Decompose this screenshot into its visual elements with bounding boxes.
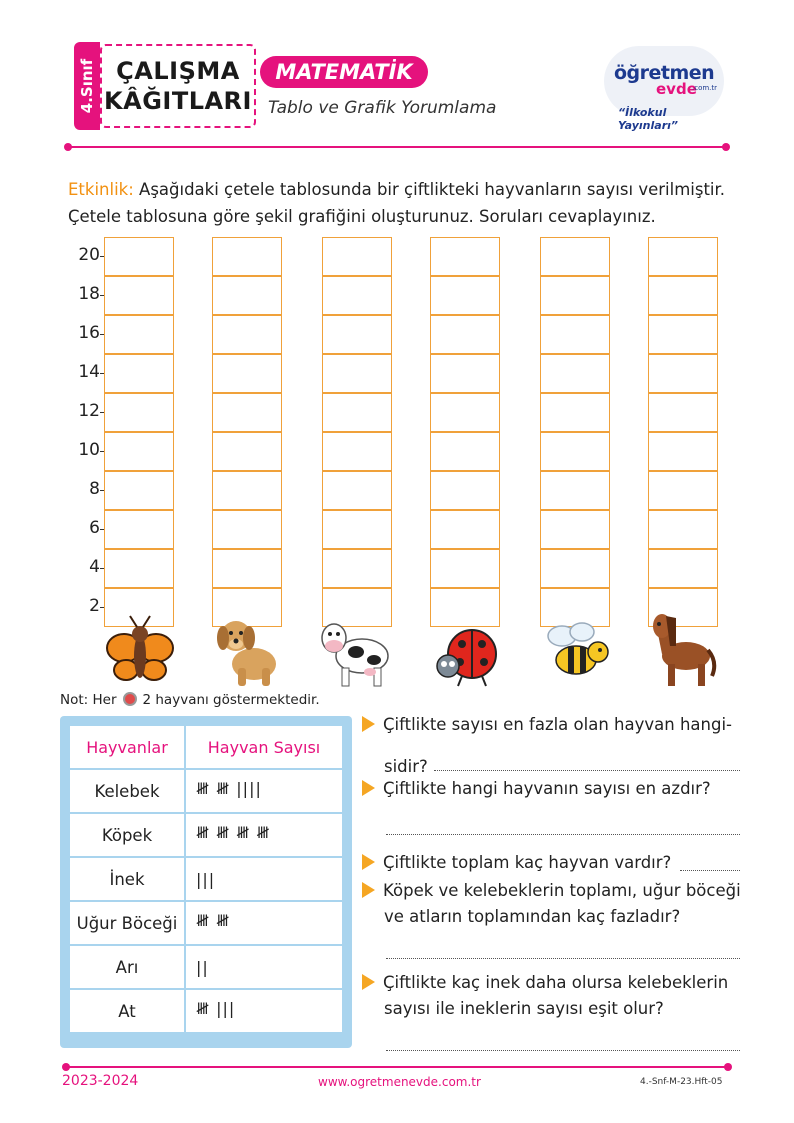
graph-cell[interactable] bbox=[322, 432, 392, 471]
table-row bbox=[70, 858, 342, 900]
graph-cell[interactable] bbox=[540, 354, 610, 393]
arrow-bullet-icon bbox=[362, 780, 375, 796]
footer-divider bbox=[66, 1066, 728, 1068]
graph-cell[interactable] bbox=[212, 510, 282, 549]
graph-cell[interactable] bbox=[104, 471, 174, 510]
y-axis-label: 6 bbox=[89, 518, 100, 538]
tally-marks: || bbox=[186, 946, 342, 988]
grade-tab bbox=[74, 42, 100, 130]
graph-cell[interactable] bbox=[430, 471, 500, 510]
activity-label: Etkinlik: bbox=[68, 180, 134, 199]
y-axis-label: 2 bbox=[89, 596, 100, 616]
answer-line[interactable] bbox=[680, 870, 740, 871]
question-5: Çiftlikte kaç inek daha olursa kelebeklerin bbox=[362, 968, 728, 998]
tally-table bbox=[60, 716, 352, 1048]
y-axis-label: 16 bbox=[78, 323, 100, 343]
title-line1: ÇALIŞMA bbox=[116, 57, 240, 85]
graph-cell[interactable] bbox=[540, 237, 610, 276]
graph-cell[interactable] bbox=[104, 510, 174, 549]
logo-tagline: “İlkokul Yayınları” bbox=[618, 106, 678, 132]
butterfly-icon bbox=[104, 610, 176, 690]
legend-circle-icon bbox=[123, 692, 137, 706]
graph-cell[interactable] bbox=[322, 354, 392, 393]
tally-marks: ||| bbox=[186, 858, 342, 900]
table-row bbox=[70, 814, 342, 856]
graph-cell[interactable] bbox=[322, 471, 392, 510]
bee-icon bbox=[540, 610, 612, 690]
graph-cell[interactable] bbox=[212, 549, 282, 588]
graph-cell[interactable] bbox=[104, 237, 174, 276]
y-axis-label: 12 bbox=[78, 401, 100, 421]
title-line2: KÂĞITLARI bbox=[104, 87, 252, 115]
footer-year: 2023-2024 bbox=[62, 1073, 139, 1089]
y-axis-label: 8 bbox=[89, 479, 100, 499]
table-row bbox=[70, 946, 342, 988]
answer-line[interactable] bbox=[386, 834, 740, 835]
graph-cell[interactable] bbox=[322, 510, 392, 549]
graph-cell[interactable] bbox=[212, 237, 282, 276]
table-header-row bbox=[70, 726, 342, 768]
table-row bbox=[70, 990, 342, 1032]
question-4-cont: ve atların toplamından kaç fazladır? bbox=[384, 907, 681, 926]
graph-cell[interactable] bbox=[104, 549, 174, 588]
animal-name: Uğur Böceği bbox=[70, 902, 184, 944]
graph-cell[interactable] bbox=[430, 510, 500, 549]
animal-name: Köpek bbox=[70, 814, 184, 856]
graph-cell[interactable] bbox=[648, 549, 718, 588]
tally-marks: 𝍸 𝍸 |||| bbox=[186, 770, 342, 812]
graph-cell[interactable] bbox=[648, 354, 718, 393]
graph-cell[interactable] bbox=[212, 354, 282, 393]
dog-icon bbox=[212, 610, 284, 690]
graph-cell[interactable] bbox=[648, 315, 718, 354]
y-axis-label: 20 bbox=[78, 245, 100, 265]
publisher-logo bbox=[600, 42, 730, 134]
y-axis-label: 4 bbox=[89, 557, 100, 577]
arrow-bullet-icon bbox=[362, 974, 375, 990]
graph-cell[interactable] bbox=[104, 393, 174, 432]
y-axis-label: 10 bbox=[78, 440, 100, 460]
graph-cell[interactable] bbox=[540, 549, 610, 588]
topic-title: Tablo ve Grafik Yorumlama bbox=[268, 98, 497, 118]
arrow-bullet-icon bbox=[362, 882, 375, 898]
graph-cell[interactable] bbox=[540, 471, 610, 510]
graph-cell[interactable] bbox=[322, 393, 392, 432]
footer-code: 4.-Snf-M-23.Hft-05 bbox=[640, 1077, 723, 1087]
footer-url[interactable]: www.ogretmenevde.com.tr bbox=[318, 1075, 481, 1089]
answer-line[interactable] bbox=[386, 1050, 740, 1051]
animal-name: Arı bbox=[70, 946, 184, 988]
answer-line[interactable] bbox=[434, 770, 740, 771]
tally-marks: 𝍸 ||| bbox=[186, 990, 342, 1032]
graph-cell[interactable] bbox=[104, 354, 174, 393]
subject-pill: MATEMATİK bbox=[260, 56, 428, 88]
graph-cell[interactable] bbox=[540, 315, 610, 354]
graph-cell[interactable] bbox=[430, 432, 500, 471]
worksheet-title bbox=[100, 44, 256, 128]
logo-main-text: öğretmen bbox=[614, 62, 715, 84]
animal-name: İnek bbox=[70, 858, 184, 900]
graph-cell[interactable] bbox=[648, 276, 718, 315]
arrow-bullet-icon bbox=[362, 716, 375, 732]
graph-cell[interactable] bbox=[540, 432, 610, 471]
graph-cell[interactable] bbox=[648, 393, 718, 432]
question-1-cont: sidir? bbox=[384, 757, 428, 776]
graph-cell[interactable] bbox=[430, 354, 500, 393]
graph-cell[interactable] bbox=[540, 393, 610, 432]
graph-cell[interactable] bbox=[322, 276, 392, 315]
question-5-cont: sayısı ile ineklerin sayısı eşit olur? bbox=[384, 999, 664, 1018]
graph-cell[interactable] bbox=[212, 315, 282, 354]
animal-name: At bbox=[70, 990, 184, 1032]
question-4: Köpek ve kelebeklerin toplamı, uğur böceği bbox=[362, 876, 741, 906]
note-text-after: 2 hayvanı göstermektedir. bbox=[142, 692, 320, 708]
tally-marks: 𝍸 𝍸 𝍸 𝍸 bbox=[186, 814, 342, 856]
table-row bbox=[70, 770, 342, 812]
arrow-bullet-icon bbox=[362, 854, 375, 870]
header-divider bbox=[68, 146, 726, 148]
grade-label: 4.Sınıf bbox=[78, 58, 96, 114]
question-3: Çiftlikte toplam kaç hayvan vardır? bbox=[362, 848, 671, 878]
y-axis-label: 18 bbox=[78, 284, 100, 304]
graph-cell[interactable] bbox=[104, 432, 174, 471]
graph-cell[interactable] bbox=[430, 276, 500, 315]
graph-cell[interactable] bbox=[648, 237, 718, 276]
graph-cell[interactable] bbox=[212, 471, 282, 510]
graph-cell[interactable] bbox=[104, 315, 174, 354]
graph-cell[interactable] bbox=[430, 393, 500, 432]
graph-cell[interactable] bbox=[322, 315, 392, 354]
graph-cell[interactable] bbox=[212, 432, 282, 471]
graph-cell[interactable] bbox=[540, 276, 610, 315]
horse-icon bbox=[646, 610, 718, 690]
graph-cell[interactable] bbox=[212, 393, 282, 432]
table-row bbox=[70, 902, 342, 944]
graph-cell[interactable] bbox=[648, 510, 718, 549]
logo-domain-text: .com.tr bbox=[692, 84, 718, 92]
header-animals: Hayvanlar bbox=[70, 726, 184, 768]
graph-cell[interactable] bbox=[430, 549, 500, 588]
logo-sub-text: evde bbox=[656, 80, 697, 98]
tally-marks: 𝍸 𝍸 bbox=[186, 902, 342, 944]
activity-text: Aşağıdaki çetele tablosunda bir çiftlikteki hayvanların sayısı verilmiştir. Çetele tablosuna göre şekil grafiğini oluşturunuz. Soruları cevaplayınız. bbox=[68, 180, 726, 226]
graph-cell[interactable] bbox=[648, 432, 718, 471]
header-count: Hayvan Sayısı bbox=[186, 726, 342, 768]
graph-cell[interactable] bbox=[322, 237, 392, 276]
activity-instructions bbox=[68, 176, 728, 230]
question-1: Çiftlikte sayısı en fazla olan hayvan hangi- bbox=[362, 710, 732, 740]
graph-cell[interactable] bbox=[104, 276, 174, 315]
graph-cell[interactable] bbox=[430, 237, 500, 276]
graph-cell[interactable] bbox=[322, 549, 392, 588]
graph-cell[interactable] bbox=[212, 276, 282, 315]
animal-name: Kelebek bbox=[70, 770, 184, 812]
note-text-before: Not: Her bbox=[60, 692, 117, 708]
question-2: Çiftlikte hangi hayvanın sayısı en azdır? bbox=[362, 774, 711, 804]
cow-icon bbox=[318, 610, 390, 690]
graph-cell[interactable] bbox=[430, 315, 500, 354]
y-axis-label: 14 bbox=[78, 362, 100, 382]
graph-cell[interactable] bbox=[540, 510, 610, 549]
ladybug-icon bbox=[432, 610, 504, 690]
graph-cell[interactable] bbox=[648, 471, 718, 510]
legend-note bbox=[60, 692, 320, 708]
answer-line[interactable] bbox=[386, 958, 740, 959]
